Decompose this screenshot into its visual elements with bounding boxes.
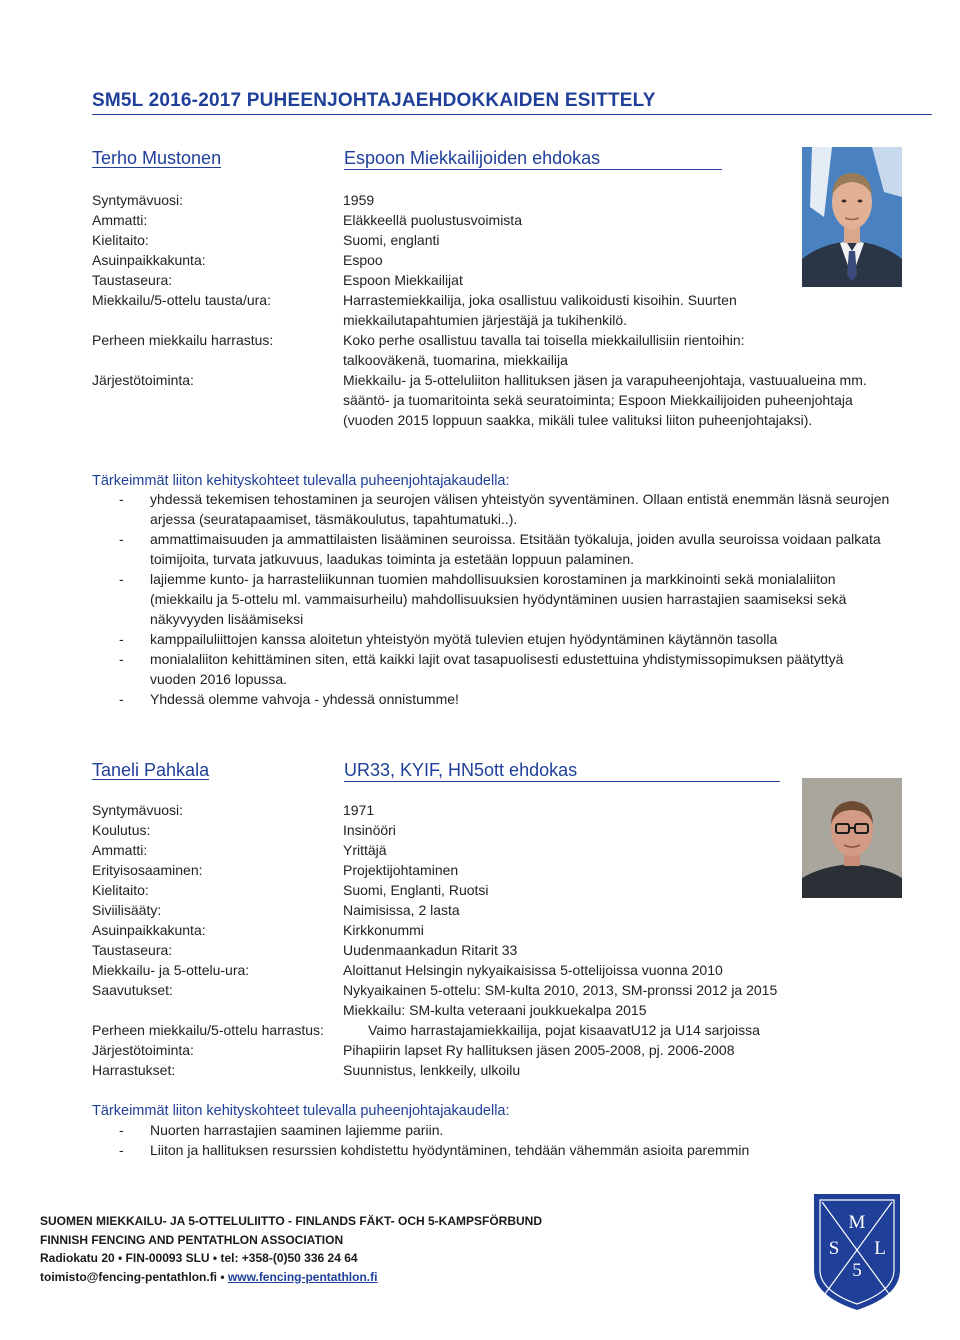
field-value: Pihapiirin lapset Ry hallituksen jäsen 2005-2008, pj. 2006-2008: [343, 1042, 735, 1058]
field-value: Eläkkeellä puolustusvoimista: [343, 212, 522, 228]
info-row: [92, 980, 932, 1000]
field-label: Järjestötoiminta:: [92, 1042, 194, 1058]
candidate1-priorities: [92, 489, 892, 709]
info-row: [92, 860, 932, 880]
field-label: Ammatti:: [92, 212, 148, 228]
field-label: Siviilisääty:: [92, 902, 162, 918]
field-value: Espoon Miekkailijat: [343, 272, 463, 288]
field-label: Syntymävuosi:: [92, 802, 184, 818]
footer-line-contact: [40, 1268, 542, 1287]
list-item: - lajiemme kunto- ja harrasteliikunnan tuomien mahdollisuuksien korostaminen ja markkinointi sekä monialaliiton (miekkailu ja 5-ottelu ml. vammaisurheilu) mahdollisuuksien hyödyntäminen uusien harrastajien saamiseksi sekä näkyvyyden lisäämiseksi: [119, 571, 847, 627]
field-value: Kirkkonummi: [343, 922, 424, 938]
info-row: [92, 960, 932, 980]
candidate1-info: [92, 190, 902, 450]
field-label: Kielitaito:: [92, 882, 149, 898]
list-item: - Nuorten harrastajien saaminen lajiemme pariin.: [119, 1122, 444, 1138]
info-row: [92, 1020, 932, 1040]
field-label: Perheen miekkailu/5-ottelu harrastus:: [92, 1022, 324, 1038]
info-row: [92, 270, 902, 290]
logo-letter-m: M: [848, 1212, 866, 1233]
field-value: Miekkailu- ja 5-otteluliiton hallituksen jäsen ja varapuheenjohtaja, vastuualueina mm. sääntö- ja tuomaritointa sekä seuratoiminta; Espoon Miekkailijoiden puheenjohtaja (vuoden 2015 loppuun saakka, mikäli tulee valituksi liiton puheenjohtajaksi).: [343, 372, 867, 428]
field-label: Järjestötoiminta:: [92, 372, 194, 388]
list-item-text: lajiemme kunto- ja harrasteliikunnan tuomien mahdollisuuksien korostaminen ja markkinointi sekä monialaliiton (miekkailu ja 5-ottelu ml. vammaisurheilu) mahdollisuuksien hyödyntäminen uusien harrastajien saamiseksi sekä näkyvyyden lisäämiseksi: [150, 571, 847, 627]
info-row: [92, 880, 932, 900]
field-label: Harrastukset:: [92, 1062, 176, 1078]
list-item-text: Liiton ja hallituksen resurssien kohdistettu hyödyntäminen, tehdään vähemmän asioita paremmin: [150, 1142, 750, 1158]
footer-website-link[interactable]: www.fencing-pentathlon.fi: [227, 1269, 378, 1284]
candidate2-priorities-heading: Tärkeimmät liiton kehityskohteet tulevalla puheenjohtajakaudella:: [92, 1103, 510, 1119]
field-label: Ammatti:: [92, 842, 148, 858]
list-item: - ammattimaisuuden ja ammattilaisten lisääminen seuroissa. Etsitään työkaluja, joiden avulla seuroissa voidaan palkata toimijoita, turvata jatkuvuus, laadukas toiminta ja estetään loppuun palaminen.: [119, 531, 881, 567]
field-label: Kielitaito:: [92, 232, 149, 248]
field-label: Miekkailu- ja 5-ottelu-ura:: [92, 962, 250, 978]
field-label: Perheen miekkailu harrastus:: [92, 332, 274, 348]
field-label: Erityisosaaminen:: [92, 862, 203, 878]
footer-email[interactable]: toimisto@fencing-pentathlon.fi: [40, 1269, 218, 1284]
document-title: SM5L 2016-2017 PUHEENJOHTAJAEHDOKKAIDEN ESITTELY: [92, 90, 932, 115]
logo-letter-5: 5: [852, 1260, 862, 1281]
candidate1-name: Terho Mustonen: [92, 148, 222, 168]
footer-line-address: Radiokatu 20 • FIN-00093 SLU • tel: +358-(0)50 336 24 64: [40, 1251, 358, 1265]
field-label: Miekkailu/5-ottelu tausta/ura:: [92, 292, 271, 308]
info-row: [92, 1000, 932, 1020]
info-row: [92, 940, 932, 960]
field-value: 1971: [343, 802, 375, 818]
info-row: [92, 210, 902, 230]
info-row: [92, 840, 932, 860]
field-label: Taustaseura:: [92, 272, 173, 288]
field-value: Uudenmaankadun Ritarit 33: [343, 942, 518, 958]
field-label: Asuinpaikkakunta:: [92, 922, 206, 938]
field-value: 1959: [343, 192, 375, 208]
info-row: [92, 920, 932, 940]
list-item: - yhdessä tekemisen tehostaminen ja seurojen välisen yhteistyön syventäminen. Ollaan entistä enemmän läsnä seurojen arjessa (seuratapaamiset, täsmäkoulutus, tapahtumatuki..).: [119, 491, 890, 527]
info-row: [92, 1060, 932, 1080]
field-label: Taustaseura:: [92, 942, 173, 958]
field-value: Nykyaikainen 5-ottelu: SM-kulta 2010, 2013, SM-pronssi 2012 ja 2015: [343, 982, 778, 998]
field-value: Vaimo harrastajamiekkailija, pojat kisaavatU12 ja U14 sarjoissa: [368, 1022, 760, 1038]
field-value: Harrastemiekkailija, joka osallistuu valikoidusti kisoihin. Suurten miekkailutapahtumien järjestäjä ja tukihenkilö.: [343, 292, 737, 328]
list-item: - Yhdessä olemme vahvoja - yhdessä onnistumme!: [119, 691, 459, 707]
candidate2-priorities: [92, 1120, 892, 1160]
info-row: [92, 370, 902, 450]
field-value: Aloittanut Helsingin nykyaikaisissa 5-ottelijoissa vuonna 2010: [343, 962, 723, 978]
field-value: Insinööri: [343, 822, 396, 838]
list-item-text: monialaliiton kehittäminen siten, että kaikki lajit ovat tasapuolisesti edustettuina yhdistymissopimuksen päätyttyä vuoden 2016 lopussa.: [150, 651, 844, 687]
info-row: [92, 230, 902, 250]
candidate2-info: [92, 800, 932, 1080]
list-item: - kamppailuliittojen kanssa aloitetun yhteistyön myötä tulevien etujen hyödyntäminen käytännön tasolla: [119, 631, 778, 647]
info-row: [92, 1040, 932, 1060]
field-value: Suomi, englanti: [343, 232, 440, 248]
footer-line-org-en: FINNISH FENCING AND PENTATHLON ASSOCIATION: [40, 1232, 344, 1247]
field-label: Koulutus:: [92, 822, 151, 838]
footer: [40, 1212, 542, 1286]
info-row: [92, 900, 932, 920]
logo-letter-l: L: [874, 1238, 886, 1259]
info-row: [92, 250, 902, 270]
candidate2-name: Taneli Pahkala: [92, 760, 210, 780]
field-value: Naimisissa, 2 lasta: [343, 902, 460, 918]
field-value: Miekkailu: SM-kulta veteraani joukkuekalpa 2015: [343, 1002, 647, 1018]
list-item-text: kamppailuliittojen kanssa aloitetun yhteistyön myötä tulevien etujen hyödyntäminen käytännön tasolla: [150, 631, 778, 647]
info-row: [92, 820, 932, 840]
footer-separator: •: [220, 1269, 225, 1284]
info-row: [92, 190, 902, 210]
field-label: Syntymävuosi:: [92, 192, 184, 208]
candidate2-club: UR33, KYIF, HN5ott ehdokas: [344, 760, 780, 782]
field-label: Asuinpaikkakunta:: [92, 252, 206, 268]
info-row: [92, 290, 902, 330]
field-value: Yrittäjä: [343, 842, 387, 858]
list-item: - monialaliiton kehittäminen siten, että kaikki lajit ovat tasapuolisesti edustettuina yhdistymissopimuksen päätyttyä vuoden 2016 lopussa.: [119, 651, 844, 687]
field-value: Espoo: [343, 252, 383, 268]
info-row: [92, 800, 932, 820]
info-row: [92, 330, 902, 370]
logo-letter-s: S: [828, 1238, 840, 1259]
field-value: Koko perhe osallistuu tavalla tai toisella miekkailullisiin rientoihin: talkooväkenä, tuomarina, miekkailija: [343, 332, 745, 368]
footer-line-org-fi: SUOMEN MIEKKAILU- JA 5-OTTELULIITTO - FINLANDS FÄKT- OCH 5-KAMPSFÖRBUND: [40, 1214, 542, 1228]
sm5l-logo: [812, 1192, 902, 1312]
field-value: Projektijohtaminen: [343, 862, 459, 878]
candidate1-priorities-heading: Tärkeimmät liiton kehityskohteet tulevalla puheenjohtajakaudella:: [92, 473, 510, 489]
field-label: Saavutukset:: [92, 982, 173, 998]
candidate1-club: Espoon Miekkailijoiden ehdokas: [344, 148, 722, 170]
list-item-text: ammattimaisuuden ja ammattilaisten lisääminen seuroissa. Etsitään työkaluja, joiden avulla seuroissa voidaan palkata toimijoita, turvata jatkuvuus, laadukas toiminta ja estetään loppuun palaminen.: [150, 531, 881, 567]
field-value: Suunnistus, lenkkeily, ulkoilu: [343, 1062, 521, 1078]
list-item-text: Nuorten harrastajien saaminen lajiemme pariin.: [150, 1122, 444, 1138]
list-item-text: yhdessä tekemisen tehostaminen ja seurojen välisen yhteistyön syventäminen. Ollaan entistä enemmän läsnä seurojen arjessa (seuratapaamiset, täsmäkoulutus, tapahtumatuki..).: [150, 491, 890, 527]
field-value: Suomi, Englanti, Ruotsi: [343, 882, 489, 898]
list-item: - Liiton ja hallituksen resurssien kohdistettu hyödyntäminen, tehdään vähemmän asioita paremmin: [119, 1142, 750, 1158]
list-item-text: Yhdessä olemme vahvoja - yhdessä onnistumme!: [150, 691, 459, 707]
